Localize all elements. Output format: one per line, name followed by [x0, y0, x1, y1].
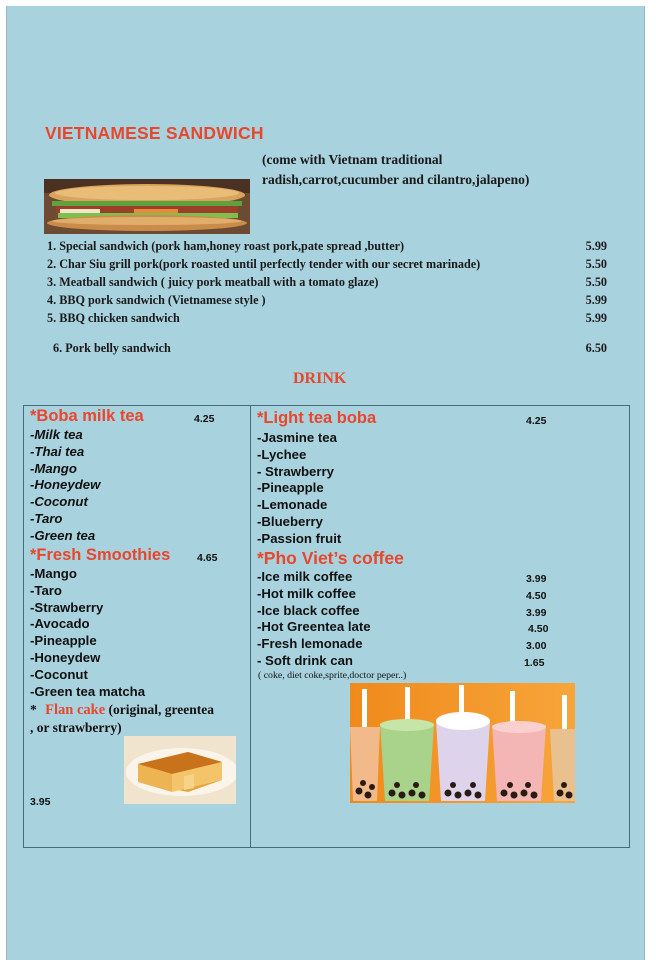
sandwich-item-price: 6.50 — [585, 341, 607, 355]
sandwich-item — [47, 255, 607, 273]
list-item — [257, 619, 557, 636]
flan-cake-desc2: , or strawberry) — [30, 720, 122, 735]
light-tea-boba-list — [257, 430, 341, 548]
sandwich-item-price: 5.50 — [585, 275, 607, 289]
sandwich-photo — [44, 179, 250, 234]
sandwich-item-label: 1. Special sandwich (pork ham,honey roast pork,pate spread ,butter) — [47, 239, 405, 253]
coffee-item-label: -Ice black coffee — [257, 602, 360, 618]
coffee-item-price: 1.65 — [524, 656, 545, 669]
coffee-item-label: -Fresh lemonade — [257, 636, 363, 652]
column-divider — [250, 405, 251, 848]
flan-cake-photo — [124, 736, 236, 804]
coffee-item-label: -Hot Greentea late — [257, 619, 371, 635]
fresh-smoothies-title: *Fresh Smoothies — [30, 546, 171, 564]
boba-milk-tea-price: 4.25 — [194, 413, 215, 425]
list-item: -Mango — [30, 460, 77, 476]
list-item: -Green tea matcha — [30, 683, 146, 699]
fresh-smoothies-list — [30, 566, 145, 700]
sandwich-item-label: 5. BBQ chicken sandwich — [47, 311, 180, 325]
sandwich-section-title: VIETNAMESE SANDWICH — [45, 123, 264, 143]
list-item: -Pineapple — [257, 480, 324, 496]
sandwich-item — [47, 309, 607, 327]
list-item — [257, 636, 557, 653]
sandwich-item-price: 5.99 — [585, 239, 607, 253]
boba-milk-tea-title: *Boba milk tea — [30, 407, 144, 425]
menu-page — [6, 6, 645, 960]
sandwich-item-label: 6. Pork belly sandwich — [53, 341, 171, 355]
sandwich-item-price: 5.50 — [585, 257, 607, 271]
light-tea-boba-price: 4.25 — [526, 415, 547, 427]
fresh-smoothies-price: 4.65 — [197, 552, 218, 564]
light-tea-boba-title: *Light tea boba — [257, 409, 377, 427]
list-item: -Green tea — [30, 527, 96, 543]
sandwich-item-price: 5.99 — [585, 293, 607, 307]
list-item: -Strawberry — [30, 599, 104, 615]
sandwich-item — [47, 273, 607, 291]
list-item — [257, 603, 557, 620]
coffee-item-price: 4.50 — [526, 589, 547, 602]
list-item: -Avocado — [30, 616, 90, 632]
sandwich-item-label: 3. Meatball sandwich ( juicy pork meatball with a tomato glaze) — [47, 275, 379, 289]
coffee-item-price: 3.99 — [526, 606, 547, 619]
boba-drinks-photo — [350, 683, 575, 803]
list-item: -Taro — [30, 582, 62, 598]
list-item: -Thai tea — [30, 443, 85, 459]
list-item: -Lemonade — [257, 497, 328, 513]
boba-milk-tea-list — [30, 427, 100, 545]
coffee-item-price: 3.99 — [526, 573, 547, 585]
list-item: -Coconut — [30, 666, 88, 682]
list-item: -Mango — [30, 566, 77, 581]
sandwich-note-line2: radish,carrot,cucumber and cilantro,jalapeno) — [262, 172, 530, 187]
list-item — [257, 653, 557, 670]
list-item: -Lychee — [257, 446, 307, 462]
list-item: -Honeydew — [30, 649, 101, 665]
list-item: -Pineapple — [30, 633, 97, 649]
sandwich-list — [47, 237, 607, 357]
flan-cake-name: Flan cake — [45, 702, 106, 718]
sandwich-note — [262, 150, 529, 190]
coffee-list — [257, 569, 557, 670]
sandwich-item — [47, 291, 607, 309]
list-item: - Strawberry — [257, 463, 334, 479]
sandwich-item-label: 2. Char Siu grill pork(pork roasted until perfectly tender with our secret marinade) — [47, 257, 481, 271]
flan-star: * — [30, 702, 37, 717]
sandwich-note-line1: (come with Vietnam traditional — [262, 152, 443, 167]
list-item: -Taro — [30, 510, 63, 526]
flan-cake-desc: (original, greentea — [105, 702, 214, 717]
coffee-item-label: -Ice milk coffee — [257, 569, 353, 584]
sandwich-item — [47, 237, 607, 255]
flan-cake-entry — [30, 701, 214, 737]
list-item — [257, 569, 557, 586]
drink-section-title: DRINK — [293, 370, 347, 387]
list-item: -Passion fruit — [257, 530, 342, 546]
sandwich-item — [47, 339, 607, 357]
pho-viet-coffee-title: *Pho Viet’s coffee — [257, 548, 404, 568]
list-item: -Honeydew — [30, 477, 101, 493]
list-item: -Blueberry — [257, 513, 323, 529]
coffee-item-price: 4.50 — [528, 623, 549, 636]
list-item — [257, 586, 557, 603]
sandwich-item-label: 4. BBQ pork sandwich (Vietnamese style ) — [47, 293, 266, 307]
coffee-item-label: -Hot milk coffee — [257, 585, 356, 601]
list-item: -Milk tea — [30, 427, 83, 442]
coffee-item-label: - Soft drink can — [257, 652, 353, 668]
list-item: -Jasmine tea — [257, 430, 337, 445]
coffee-item-price: 3.00 — [526, 640, 547, 653]
flan-cake-price: 3.95 — [30, 796, 51, 808]
sandwich-item-price: 5.99 — [585, 311, 607, 325]
list-item: -Coconut — [30, 494, 88, 510]
soft-drink-note: ( coke, diet coke,sprite,doctor peper..) — [258, 670, 407, 681]
